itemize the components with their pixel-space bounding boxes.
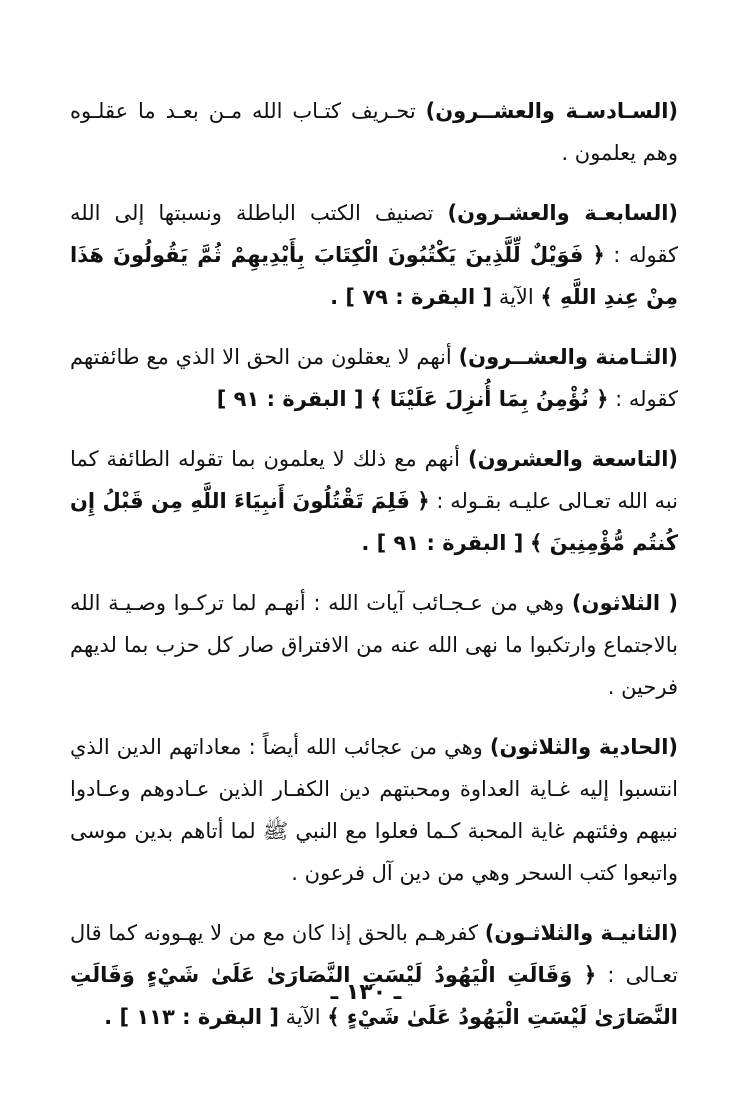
paragraph-text: وهي من عـجـائب آيات الله : أنهـم لما تركـوا وصـيـة الله بالاجتماع وارتكبوا ما نهى الله عنه من الافتراق صار كل حزب بما لديهم فرحين . [70,591,678,699]
paragraph-heading: (الحادية والثلاثون) [489,735,678,759]
paragraph-text: تحـريف كتـاب الله مـن بعـد ما عقلـوه وهم يعلمون . [70,99,678,165]
paragraph-30 [70,582,678,708]
quran-verse: ﴿ فَوَيْلٌ لِّلَّذِينَ يَكْتُبُونَ الْكِتَابَ بِأَيْدِيهِمْ ثُمَّ يَقُولُونَ هَذَا مِنْ عِندِ اللَّهِ ﴾ [70,243,678,309]
verse-reference: [ البقرة : ٩١ ] . [361,531,524,555]
quran-verse: ﴿ فَلِمَ تَقْتُلُونَ أَنبِيَاءَ اللَّهِ مِن قَبْلُ إِن كُنتُم مُّؤْمِنِينَ ﴾ [70,489,678,555]
verse-reference: [ البقرة : ١١٣ ] . [104,1005,279,1029]
paragraph-heading: ( الثلاثون) [571,591,678,615]
paragraph-28 [70,336,678,420]
paragraph-heading: (التاسعة والعشرون) [467,447,678,471]
paragraph-31 [70,726,678,894]
verse-reference: [ البقرة : ٧٩ ] . [330,285,493,309]
paragraph-text: تصنيف الكتب الباطلة ونسبتها إلى الله كقوله : [70,201,678,267]
paragraph-32 [70,912,678,1038]
paragraph-text: أنهم مع ذلك لا يعلمون بما تقوله الطائفة كما نبه الله تعـالى عليـه بقـوله : [70,447,679,513]
paragraph-heading: (السابعـة والعشـرون) [447,201,678,225]
paragraph-27 [70,192,678,318]
paragraph-text: كفرهـم بالحق إذا كان مع من لا يهـوونه كما قال تعـالى : [70,921,678,987]
quran-verse: ﴿ نُؤْمِنُ بِمَا أُنزِلَ عَلَيْنَا ﴾ [370,387,609,411]
paragraph-26 [70,90,678,174]
paragraph-suffix: الآية [278,1005,328,1029]
quran-verse: ﴿ وَقَالَتِ الْيَهُودُ لَيْسَتِ النَّصَارَىٰ عَلَىٰ شَيْءٍ وَقَالَتِ النَّصَارَىٰ لَيْسَتِ الْيَهُودُ عَلَىٰ شَيْءٍ ﴾ [70,963,678,1029]
paragraph-heading: (السـادسـة والعشــرون) [425,99,678,123]
paragraph-text: وهي من عجائب الله أيضاً : معاداتهم الدين الذي انتسبوا إليه غـاية العداوة ومحبتهم دين الكفـار الذين عـادوهم وعـادوا نبيهم وفئتهم غاية المحبة كـما فعلوا مع النبي ﷺ لما أتاهم بدين موسى واتبعوا كتب السحر وهي من دين آل فرعون . [70,735,678,885]
paragraph-heading: (الثـامنة والعشــرون) [458,345,678,369]
verse-reference: [ البقرة : ٩١ ] [216,387,364,411]
document-body [70,90,678,1056]
paragraph-heading: (الثانيـة والثلاثـون) [484,921,678,945]
paragraph-text: أنهم لا يعقلون من الحق الا الذي مع طائفتهم كقوله : [70,345,678,411]
paragraph-suffix: الآية [492,285,541,309]
paragraph-29 [70,438,678,564]
page-number: ـ ١٣٠ ـ [330,980,402,1005]
